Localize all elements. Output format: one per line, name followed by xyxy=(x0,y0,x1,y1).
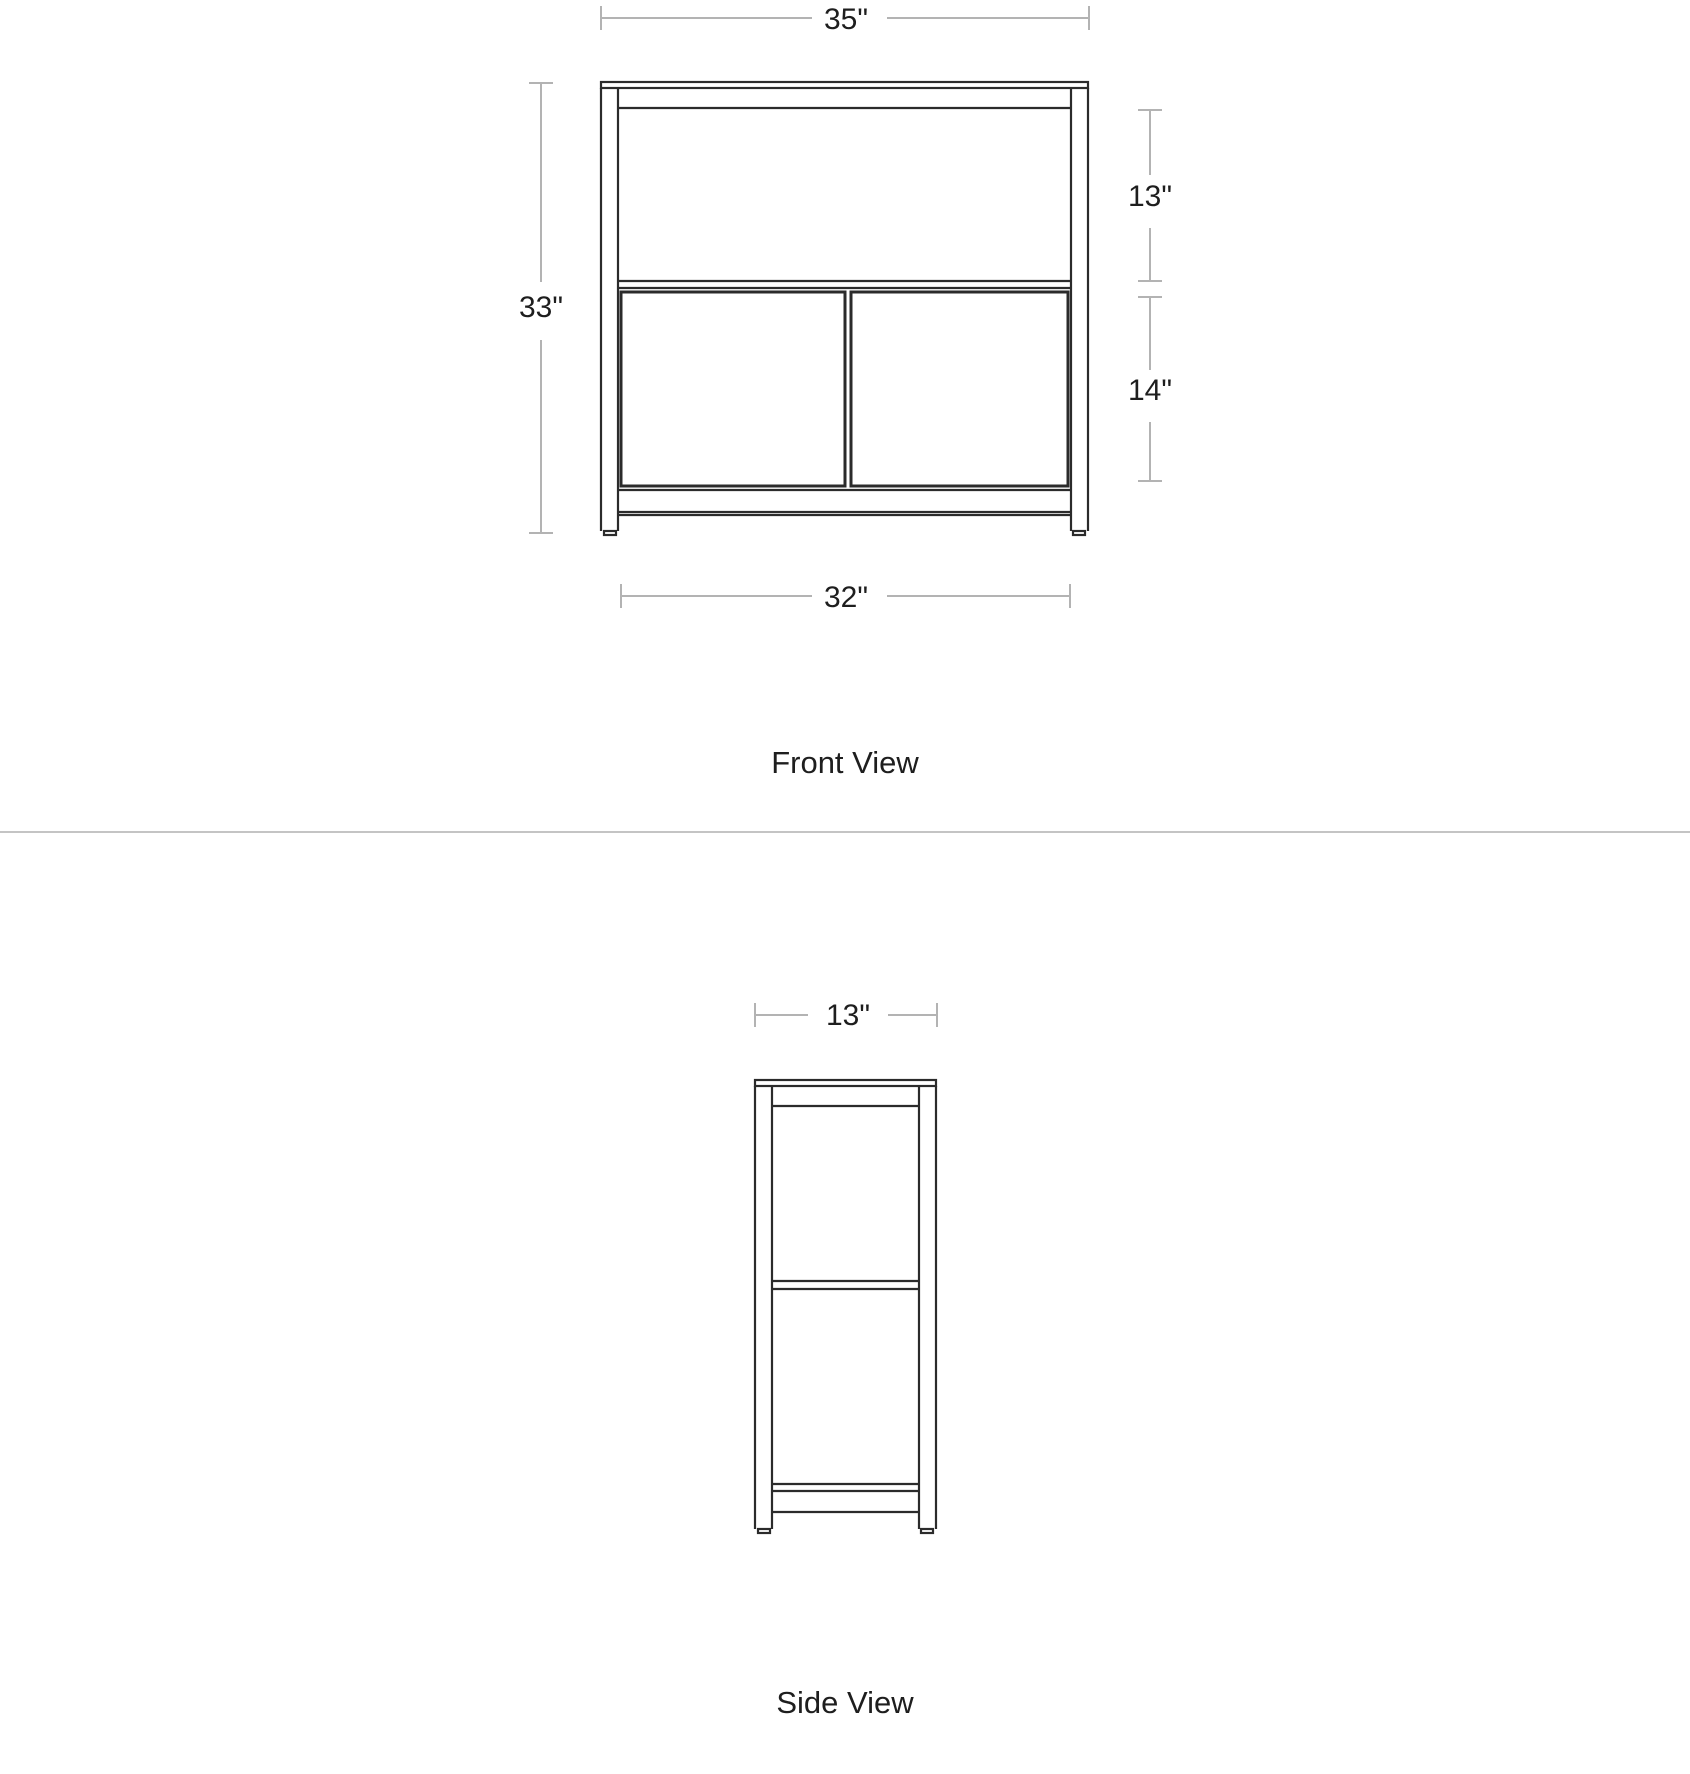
front-view xyxy=(519,3,1172,780)
inner-width-label: 32" xyxy=(823,581,869,614)
side-depth-label: 13" xyxy=(825,999,871,1032)
upper-opening-height-label: 13" xyxy=(1127,180,1173,213)
cabinet-doors xyxy=(621,292,1068,486)
front-overall-height-label: 33" xyxy=(518,291,564,324)
side-view xyxy=(755,999,937,1720)
front-view-caption: Front View xyxy=(771,745,919,780)
cabinet-side-outline xyxy=(755,1080,936,1533)
side-view-caption: Side View xyxy=(776,1685,914,1720)
door-height-label: 14" xyxy=(1127,374,1173,407)
front-overall-width-label: 35" xyxy=(823,3,869,36)
